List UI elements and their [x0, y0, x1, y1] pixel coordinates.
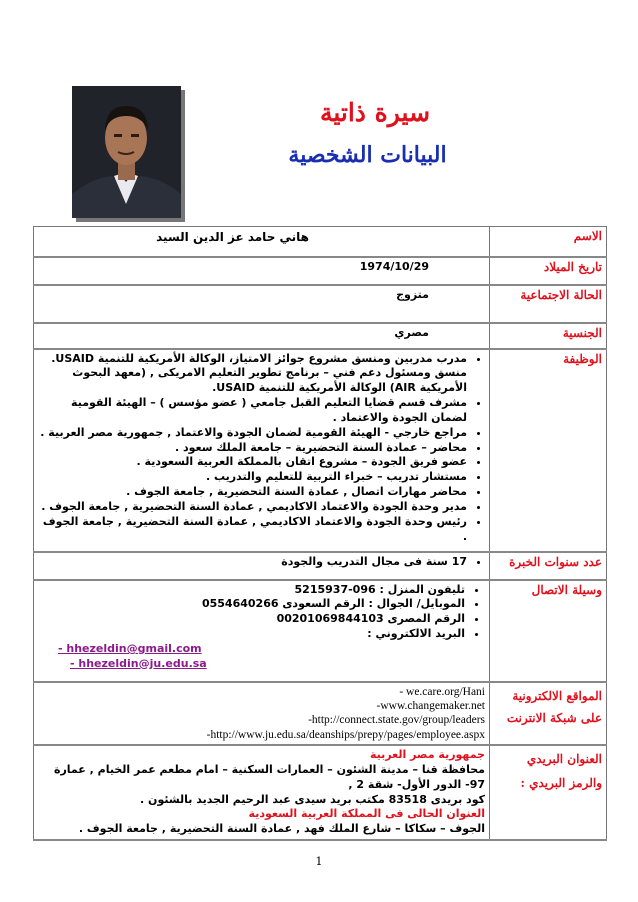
egypt-phone: • الرقم المصرى 00201069844103: [38, 612, 465, 627]
row-birth: [34, 257, 607, 285]
label-experience: عدد سنوات الخبرة: [490, 552, 607, 580]
label-websites: [490, 682, 607, 746]
row-address: [34, 745, 607, 840]
value-contact: [34, 580, 490, 682]
websites-label-2: على شبكة الانترنت: [506, 710, 602, 725]
job-item: • مراجع خارجي - الهيئة القومية لضمان الجودة والاعتماد , جمهورية مصر العربية .: [38, 426, 467, 441]
row-marital: [34, 285, 607, 323]
label-contact: وسيلة الاتصال: [490, 580, 607, 682]
label-nationality: الجنسية: [490, 323, 607, 349]
address-label-1: العنوان البريدي: [526, 752, 602, 766]
email-link-gmail[interactable]: - hhezeldin@gmail.com: [58, 641, 202, 655]
cv-table: [33, 226, 607, 841]
value-marital: متزوج: [34, 285, 490, 323]
job-item: • عضو فريق الجودة – مشروع اتقان بالمملكة العربية السعودية .: [38, 455, 467, 470]
label-job: الوظيفة: [490, 349, 607, 552]
address-current: الجوف – سكاكا – شارع الملك فهد , عمادة السنة التحضيرية , جامعة الجوف .: [78, 822, 485, 836]
value-websites: [34, 682, 490, 746]
job-item: • مدرب مدربين ومنسق مشروع جوائز الامتياز، الوكالة الأمريكية للتنمية USAID. منسق ومسئول دعم فني – برنامج تطوير التعليم الامريكى , (معهد البحوث الأمريكية AIR) الوكالة الأمريكية للتنمية USAID.: [38, 352, 467, 397]
website-link[interactable]: -www.changemaker.net: [376, 699, 485, 712]
value-job: [34, 349, 490, 552]
address-line-2: كود بريدى 83518 مكتب بريد سيدى عبد الرحيم الجديد بالشئون .: [140, 792, 485, 806]
job-item: • مدير وحدة الجودة والاعتماد الاكاديمي , عمادة السنة التحضيرية , جامعة الجوف .: [38, 500, 467, 515]
label-address: [490, 745, 607, 840]
label-name: الاسم: [490, 227, 607, 257]
row-websites: [34, 682, 607, 746]
cv-title: سيرة ذاتية: [319, 98, 431, 127]
profile-photo: [72, 86, 181, 218]
value-name: هاني حامد عز الدين السيد: [34, 227, 490, 257]
personal-data-heading: البيانات الشخصية: [288, 142, 447, 168]
home-phone: • تليفون المنزل : 096-5215937: [38, 583, 465, 598]
experience-item: • 17 سنة فى مجال التدريب والجودة: [38, 555, 467, 570]
page-number: 1: [315, 855, 323, 868]
website-link[interactable]: - we.care.org/Hani: [399, 685, 485, 698]
address-line-1: محافظة قنا – مدينة الشئون – العمارات السكنية – امام مطعم عمر الخيام , عمارة 97- الدور الأول- شقة 2 ,: [53, 762, 485, 791]
job-item: • مشرف قسم قضايا التعليم القبل جامعي ( عضو مؤسس ) – الهيئة القومية لضمان الجودة والاعتماد .: [38, 396, 467, 426]
address-current-label: العنوان الحالى فى المملكة العربية السعودية: [248, 807, 485, 821]
value-birth: 1974/10/29: [34, 257, 490, 285]
job-item: • محاضر – عمادة السنة التحضيرية – جامعة الملك سعود .: [38, 441, 467, 456]
label-marital: الحالة الاجتماعية: [490, 285, 607, 323]
address-label-2: والرمز البريدي :: [520, 776, 602, 790]
mobile-phone: • الموبايل/ الجوال : الرقم السعودى 0554640266: [38, 597, 465, 612]
job-item: • رئيس وحدة الجودة والاعتماد الاكاديمي , عمادة السنة التحضيرية , جامعة الجوف .: [38, 515, 467, 545]
website-link[interactable]: -http://connect.state.gov/group/leaders: [308, 714, 485, 727]
websites-label-1: المواقع الالكترونية: [512, 688, 602, 703]
row-experience: [34, 552, 607, 580]
email-link-ju[interactable]: - hhezeldin@ju.edu.sa: [70, 656, 207, 670]
address-country: جمهورية مصر العربية: [370, 748, 485, 761]
value-experience: [34, 552, 490, 580]
value-nationality: مصري: [34, 323, 490, 349]
job-item: • مستشار تدريب – خبراء التربية للتعليم والتدريب .: [38, 470, 467, 485]
job-item: • محاضر مهارات اتصال , عمادة السنة التحضيرية , جامعة الجوف .: [38, 485, 467, 500]
job-list: [38, 352, 485, 545]
email-label: • البريد الالكتروني :: [38, 627, 465, 642]
row-contact: [34, 580, 607, 682]
row-job: [34, 349, 607, 552]
website-link[interactable]: -http://www.ju.edu.sa/deanships/prepy/pages/employee.aspx: [206, 728, 485, 741]
row-nationality: [34, 323, 607, 349]
label-birth: تاريخ الميلاد: [490, 257, 607, 285]
value-address: [34, 745, 490, 840]
row-name: [34, 227, 607, 257]
